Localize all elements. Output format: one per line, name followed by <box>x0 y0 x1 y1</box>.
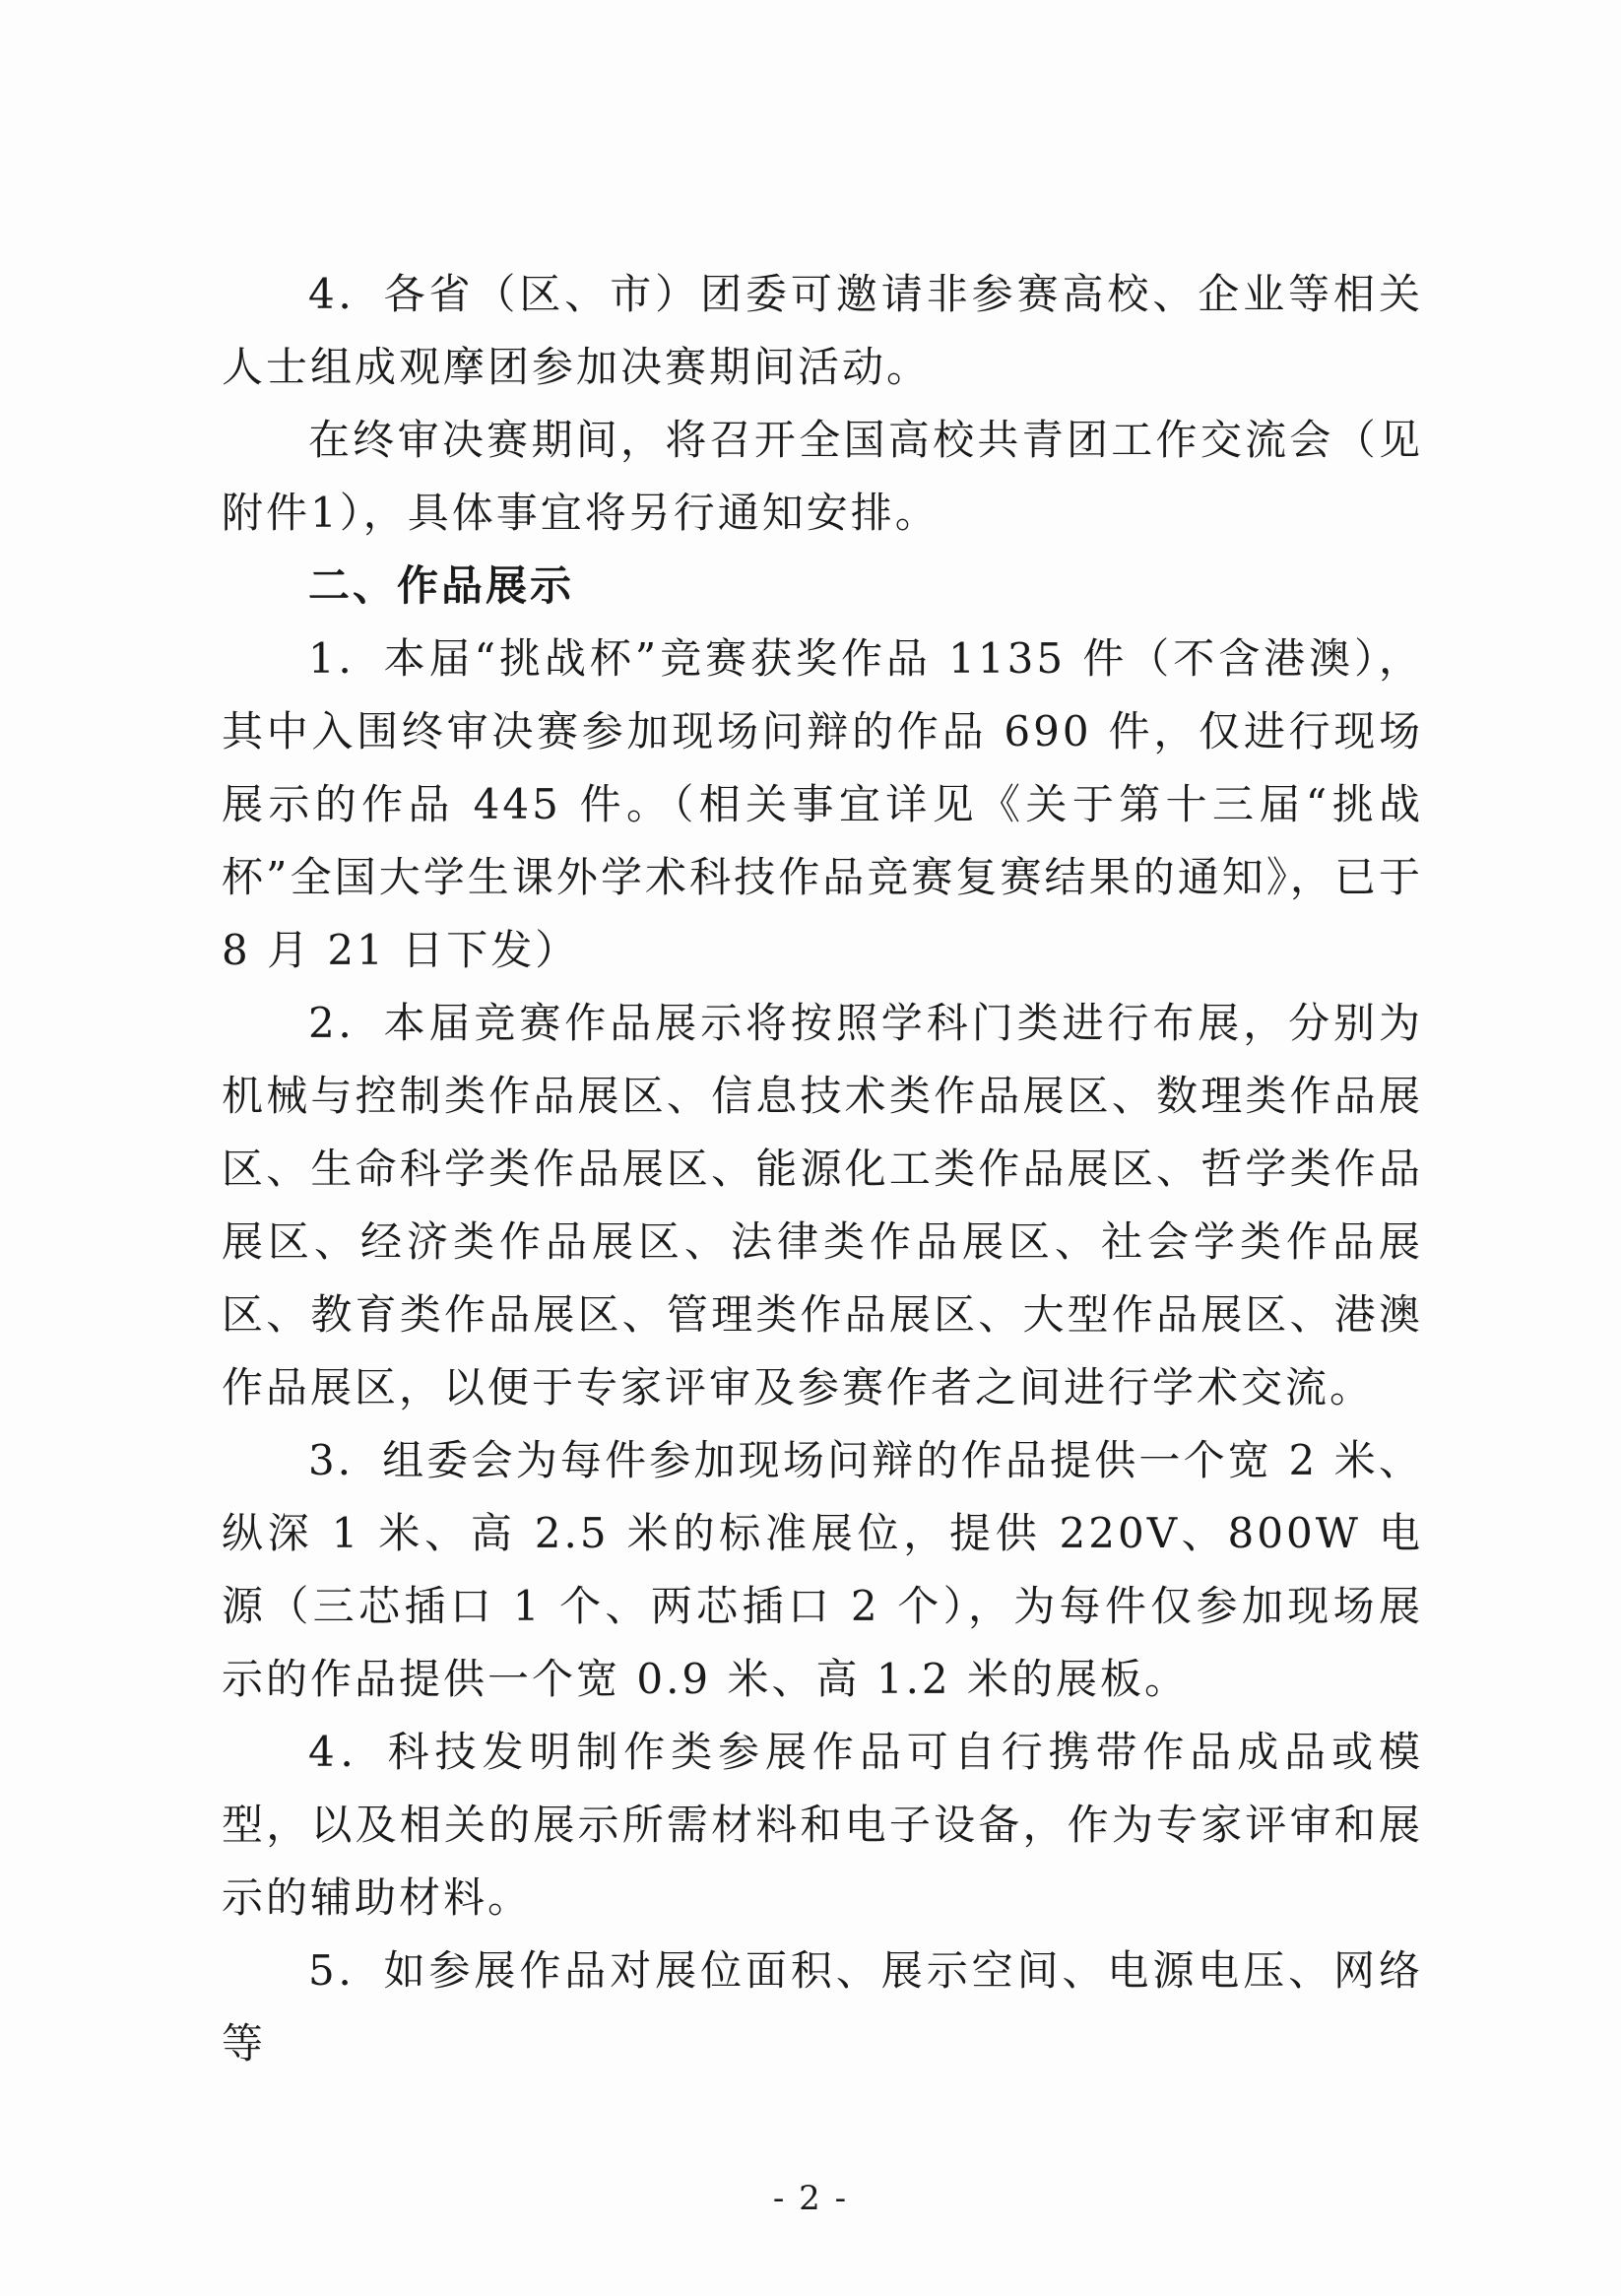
page-number: - 2 - <box>772 2179 849 2218</box>
document-body <box>222 258 1423 2080</box>
paragraph-exchange-meeting: 在终审决赛期间，将召开全国高校共青团工作交流会（见附件1），具体事宜将另行通知安排。 <box>222 416 1423 537</box>
paragraph-award-count: 1．本届“挑战杯”竞赛获奖作品 1135 件（不含港澳），其中入围终审决赛参加现场问辩的作品 690 件，仅进行现场展示的作品 445 件。（相关事宜详见《关于第十三届“挑战杯”全国大学生课外学术科技作品竞赛复赛结果的通知》，已于 8 月 21 日下发） <box>222 634 1423 974</box>
paragraph-special-requirements: 5．如参展作品对展位面积、展示空间、电源电压、网络等 <box>222 1946 1423 2067</box>
paragraph-invention-materials: 4．科技发明制作类参展作品可自行携带作品成品或模型，以及相关的展示所需材料和电子设备，作为专家评审和展示的辅助材料。 <box>222 1728 1423 1922</box>
section-heading-works-display: 二、作品展示 <box>308 561 575 610</box>
paragraph-exhibition-areas: 2．本届竞赛作品展示将按照学科门类进行布展，分别为机械与控制类作品展区、信息技术类作品展区、数理类作品展区、生命科学类作品展区、能源化工类作品展区、哲学类作品展区、经济类作品展区、法律类作品展区、社会学类作品展区、教育类作品展区、管理类作品展区、大型作品展区、港澳作品展区，以便于专家评审及参赛作者之间进行学术交流。 <box>222 999 1423 1411</box>
paragraph-observer-groups: 4．各省（区、市）团委可邀请非参赛高校、企业等相关人士组成观摩团参加决赛期间活动。 <box>222 270 1423 391</box>
paragraph-booth-specs: 3．组委会为每件参加现场问辩的作品提供一个宽 2 米、纵深 1 米、高 2.5 米的标准展位，提供 220V、800W 电源（三芯插口 1 个、两芯插口 2 个），为每件仅参加现场展示的作品提供一个宽 0.9 米、高 1.2 米的展板。 <box>222 1436 1423 1703</box>
